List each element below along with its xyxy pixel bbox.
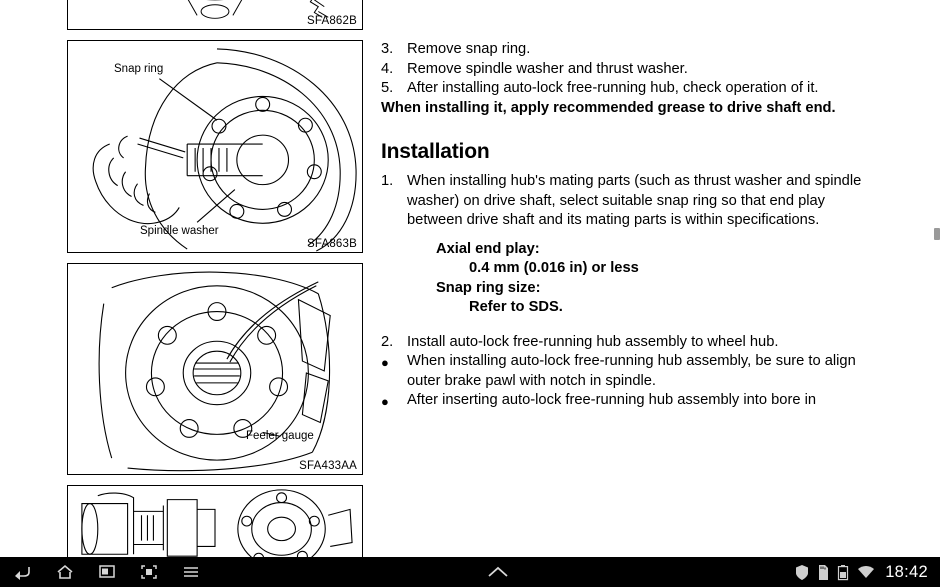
figure-code: SFA863B (307, 238, 357, 250)
install-bullet-1-text: When installing auto-lock free-running hub assembly, be sure to align outer brake pawl with notch in spindle. (407, 353, 856, 389)
step-5 (381, 79, 881, 99)
figure-code: SFA862B (307, 15, 357, 27)
spec-axial-end-play-value: 0.4 mm (0.016 in) or less (469, 260, 639, 276)
step-3 (381, 40, 881, 60)
figure-column (67, 0, 363, 557)
keyboard-hide-icon (485, 563, 511, 581)
step-3-number: 3. (381, 41, 394, 57)
status-clock: 18:42 (885, 562, 928, 581)
wifi-icon (856, 564, 876, 581)
install-step-1 (381, 172, 881, 231)
spec-axial-end-play-label: Axial end play: (436, 240, 540, 257)
figure-sfa433aa-drawing (68, 264, 362, 474)
install-bullet-2 (381, 391, 881, 412)
back-arrow-icon[interactable] (12, 561, 34, 583)
install-step-2 (381, 333, 881, 353)
text-column (381, 40, 881, 412)
install-bullet-2-text: After inserting auto-lock free-running hub assembly into bore in (407, 392, 817, 408)
install-step-2-text: Install auto-lock free-running hub assembly to wheel hub. (407, 333, 779, 350)
step-4-number: 4. (381, 60, 394, 77)
figure-label-snap-ring: Snap ring (114, 63, 164, 75)
spec-snap-ring-size-value: Refer to SDS. (469, 299, 563, 315)
figure-sfa862b (67, 0, 363, 30)
install-bullet-1 (381, 352, 881, 391)
section-title-installation: Installation (381, 140, 490, 163)
spec-snap-ring-size-label: Snap ring size: (436, 279, 541, 296)
figure-sfa863b (67, 40, 363, 253)
status-icons[interactable] (794, 557, 940, 587)
step-5-number: 5. (381, 80, 394, 96)
navigation-buttons (0, 557, 202, 587)
screen-capture-icon[interactable] (138, 561, 160, 583)
install-step-2-number: 2. (381, 333, 394, 350)
figure-label-feeler-gauge: Feeler gauge (246, 430, 314, 442)
install-step-1-text: When installing hub's mating parts (such as thrust washer and spindle washer) on drive shaft, select suitable snap ring so that end play between drive shaft and its mating parts is within specifications. (407, 173, 862, 228)
step-4-text: Remove spindle washer and thrust washer. (407, 60, 688, 77)
install-step-1-number: 1. (381, 173, 394, 189)
battery-icon (837, 564, 849, 581)
shield-icon (794, 564, 810, 581)
keyboard-hide-button[interactable] (202, 563, 794, 581)
menu-icon[interactable] (180, 561, 202, 583)
figure-bottom (67, 485, 363, 557)
figure-label-spindle-washer: Spindle washer (140, 225, 219, 237)
step-4 (381, 60, 881, 80)
bullet-icon: ● (381, 355, 389, 370)
bullet-icon: ● (381, 394, 389, 409)
step-5-text: After installing auto-lock free-running hub, check operation of it. (407, 80, 819, 96)
figure-bottom-drawing (68, 486, 362, 557)
home-icon[interactable] (54, 561, 76, 583)
vertical-scrollbar[interactable] (934, 228, 940, 240)
figure-sfa433aa (67, 263, 363, 475)
sd-card-icon (817, 564, 830, 581)
step-3-text: Remove snap ring. (407, 41, 531, 57)
recent-apps-icon[interactable] (96, 561, 118, 583)
figure-code: SFA433AA (299, 460, 357, 472)
android-system-bar (0, 557, 940, 587)
grease-note: When installing it, apply recommended grease to drive shaft end. (381, 99, 836, 116)
figure-sfa863b-drawing (68, 41, 362, 252)
